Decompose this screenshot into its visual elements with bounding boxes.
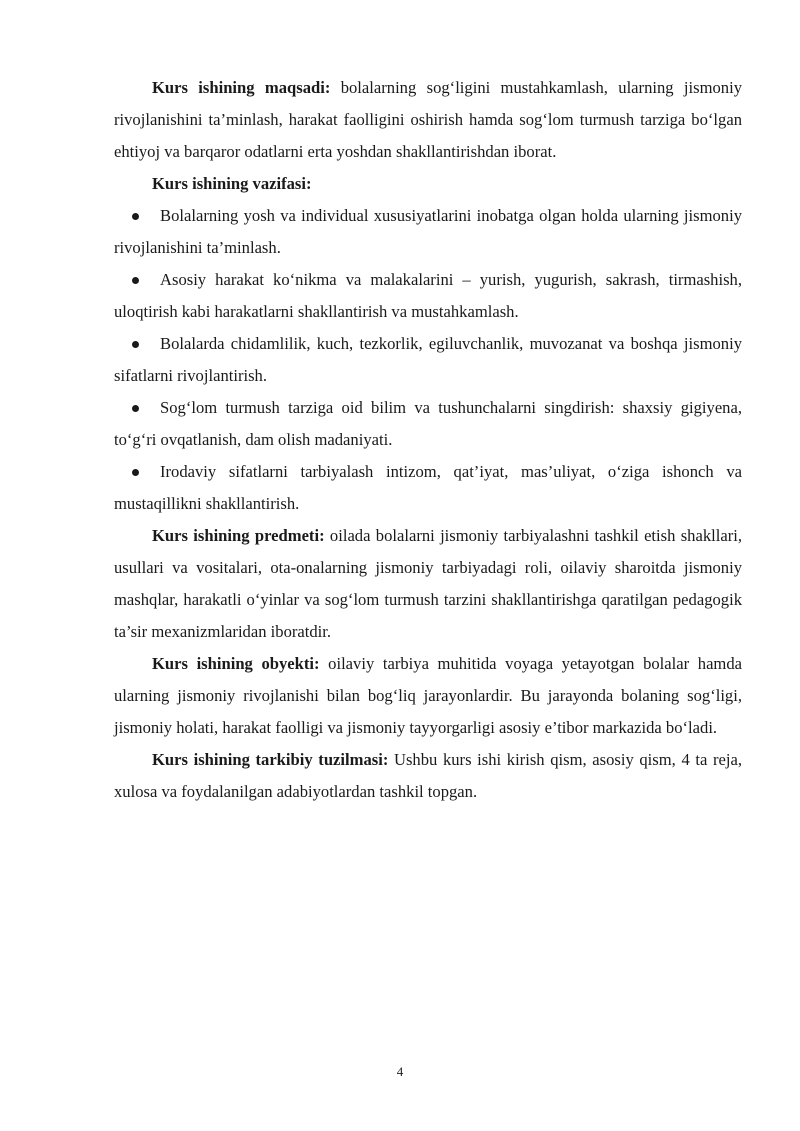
paragraph-object bbox=[114, 648, 742, 744]
bullet-icon bbox=[132, 341, 139, 348]
paragraph-subject bbox=[114, 520, 742, 648]
list-item bbox=[114, 392, 742, 456]
subject-text: oilada bolalarni jismoniy tarbiyalashni tashkil etish shakllari, usullari va vositalari, ota-onalarning jismoniy tarbiyadagi roli, oilaviy sharoitda jismoniy mashqlar, harakatli o‘yinlar va sog‘lom turmush tarzini shakllantirishga qaratilgan pedagogik ta’sir mexanizmlaridan iboratdir. bbox=[114, 526, 743, 641]
list-item bbox=[114, 328, 742, 392]
bullet-text: Asosiy harakat ko‘nikma va malakalarini – yurish, yugurish, sakrash, tirmashish, uloqtirish kabi harakatlarni shakllantirish va mustahkamlash. bbox=[114, 270, 742, 321]
bullet-text: Bolalarda chidamlilik, kuch, tezkorlik, egiluvchanlik, muvozanat va boshqa jismoniy sifatlarni rivojlantirish. bbox=[114, 334, 742, 385]
structure-label: Kurs ishining tarkibiy tuzilmasi: bbox=[152, 750, 389, 769]
bullet-icon bbox=[132, 277, 139, 284]
subject-label: Kurs ishining predmeti: bbox=[152, 526, 325, 545]
bullet-text: Bolalarning yosh va individual xususiyatlarini inobatga olgan holda ularning jismoniy rivojlanishini ta’minlash. bbox=[114, 206, 742, 257]
page-number: 4 bbox=[396, 1064, 404, 1079]
object-text: oilaviy tarbiya muhitida voyaga yetayotgan bolalar hamda ularning jismoniy rivojlanishi bilan bog‘liq jarayonlardir. Bu jarayonda bolaning sog‘ligi, jismoniy holati, harakat faolligi va jismoniy tayyorgarligi asosiy e’tibor markazida bo‘ladi. bbox=[114, 654, 743, 737]
list-item bbox=[114, 200, 742, 264]
paragraph-structure bbox=[114, 744, 742, 808]
tasks-heading: Kurs ishining vazifasi: bbox=[152, 174, 312, 193]
structure-text: Ushbu kurs ishi kirish qism, asosiy qism, 4 ta reja, xulosa va foydalanilgan adabiyotlardan tashkil topgan. bbox=[114, 750, 742, 801]
bullet-text: Irodaviy sifatlarni tarbiyalash intizom, qat’iyat, mas’uliyat, o‘ziga ishonch va mustaqillikni shakllantirish. bbox=[114, 462, 742, 513]
bullet-text: Sog‘lom turmush tarziga oid bilim va tushunchalarni singdirish: shaxsiy gigiyena, to‘g‘ri ovqatlanish, dam olish madaniyati. bbox=[114, 398, 742, 449]
list-item bbox=[114, 264, 742, 328]
goal-label: Kurs ishining maqsadi: bbox=[152, 78, 331, 97]
goal-text: bolalarning sog‘ligini mustahkamlash, ularning jismoniy rivojlanishini ta’minlash, harakat faolligini oshirish hamda sog‘lom turmush tarziga bo‘lgan ehtiyoj va barqaror odatlarni erta yoshdan shakllantirishdan iborat. bbox=[114, 78, 742, 161]
bullet-icon bbox=[132, 213, 139, 220]
object-label: Kurs ishining obyekti: bbox=[152, 654, 320, 673]
bullet-icon bbox=[132, 405, 139, 412]
document-page bbox=[114, 72, 742, 808]
list-item bbox=[114, 456, 742, 520]
bullet-icon bbox=[132, 469, 139, 476]
paragraph-goal bbox=[114, 72, 742, 168]
